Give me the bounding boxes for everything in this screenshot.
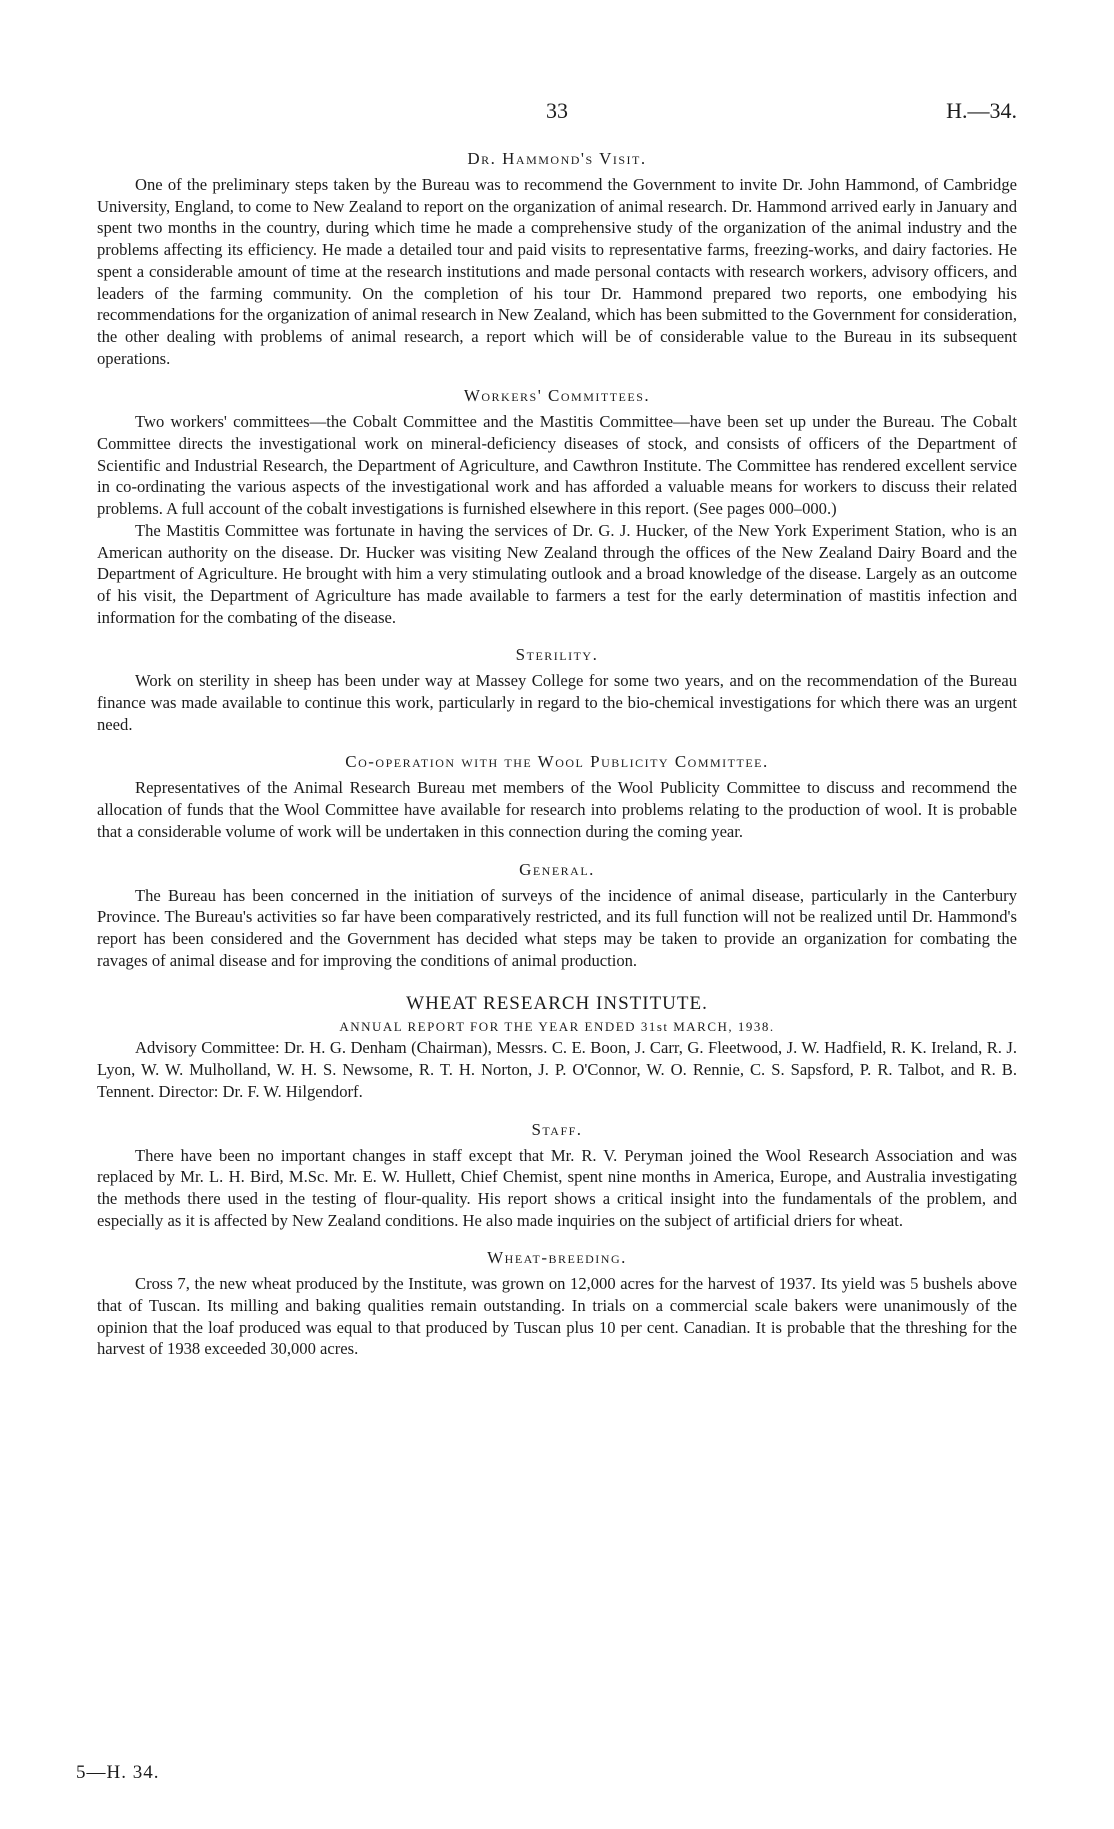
paragraph: One of the preliminary steps taken by the Bureau was to recommend the Government to invite Dr. John Hammond, of Cambridge University, England, to come to New Zealand to report on the organization of animal research. Dr. Hammond arrived early in January and spent two months in the country, during which time he made a comprehensive study of the organization of the animal industry and the problems affecting its efficiency. He made a detailed tour and paid visits to representative farms, freezing-works, and dairy factories. He spent a considerable amount of time at the research institutions and made personal contacts with research workers, advisory officers, and leaders of the farming community. On the completion of his tour Dr. Hammond prepared two reports, one embodying his recommendations for the organization of animal research in New Zealand, which has been submitted to the Government for consideration, the other dealing with problems of animal research, a report which will be of considerable value to the Bureau in its subsequent operations. <box>97 175 1017 368</box>
section-heading: Sterility. <box>515 645 599 665</box>
paragraph: Representatives of the Animal Research Bureau met members of the Wool Publicity Committee to discuss and recommend the allocation of funds that the Wool Committee have available for research into problems relating to the production of wool. It is probable that a considerable volume of work will be undertaken in this connection during the coming year. <box>97 778 1017 841</box>
section-heading: Dr. Hammond's Visit. <box>467 149 647 168</box>
paragraph: The Mastitis Committee was fortunate in having the services of Dr. G. J. Hucker, of the New York Experiment Station, who is an American authority on the disease. Dr. Hucker was visiting New Zealand through the offices of the New Zealand Dairy Board and the Department of Agriculture. He brought with him a very stimulating outlook and a broad knowledge of the disease. Largely as an outcome of his visit, the Department of Agriculture has made available to farmers a test for the early determination of mastitis infection and information for the combating of the disease. <box>97 520 1017 627</box>
advisory-committee <box>97 1037 1017 1102</box>
section-workers-committees <box>97 385 1017 628</box>
section-heading: Workers' Committees. <box>463 386 651 406</box>
page-number: 33 <box>546 98 568 123</box>
committee-paragraph: Advisory Committee: Dr. H. G. Denham (Chairman), Messrs. C. E. Boon, J. Carr, G. Fleetwood, J. W. Hadfield, R. K. Ireland, R. J. Lyon, W. W. Mulholland, W. H. S. Newsome, R. T. H. Norton, J. P. O'Connor, W. O. Rennie, C. S. Sapsford, P. R. Talbot, and R. B. Tennent. Director: Dr. F. W. Hilgendorf. <box>97 1038 1017 1101</box>
section-general <box>97 859 1017 972</box>
section-wool-publicity <box>97 751 1017 842</box>
paragraph: The Bureau has been concerned in the initiation of surveys of the incidence of animal disease, particularly in the Canterbury Province. The Bureau's activities so far have been comparatively restricted, and its full function will not be realized until Dr. Hammond's report has been considered and the Government has decided what steps may be taken to provide an organization for combating the ravages of animal disease and for improving the conditions of animal production. <box>97 885 1017 970</box>
paragraph: Work on sterility in sheep has been under way at Massey College for some two years, and on the recommendation of the Bureau finance was made available to continue this work, particularly in regard to the bio-chemical investigations for which there was an urgent need. <box>97 671 1017 734</box>
report-subtitle: ANNUAL REPORT FOR THE YEAR ENDED 31st MARCH, 1938. <box>339 1019 775 1035</box>
section-sterility <box>97 644 1017 735</box>
section-heading: Wheat-breeding. <box>487 1248 627 1268</box>
institute-title: WHEAT RESEARCH INSTITUTE. <box>406 993 708 1015</box>
page-header <box>97 98 1017 128</box>
page-footer: 5—H. 34. <box>76 1762 160 1783</box>
document-reference: H.—34. <box>946 98 1017 123</box>
section-staff <box>97 1119 1017 1232</box>
section-heading: Staff. <box>531 1119 583 1139</box>
paragraph: Cross 7, the new wheat produced by the Institute, was grown on 12,000 acres for the harvest of 1937. Its yield was 5 bushels above that of Tuscan. Its milling and baking qualities remain outstanding. In trials on a commercial scale bakers were unanimously of the opinion that the loaf produced was equal to that produced by Tuscan plus 10 per cent. Canadian. It is probable that the threshing for the harvest of 1938 exceeded 30,000 acres. <box>97 1274 1017 1359</box>
section-heading: Co-operation with the Wool Publicity Committee. <box>345 752 769 772</box>
paragraph: There have been no important changes in staff except that Mr. R. V. Peryman joined the Wool Research Association and was replaced by Mr. L. H. Bird, M.Sc. Mr. E. W. Hullett, Chief Chemist, spent nine months in America, Europe, and Australia investigating the methods there used in the testing of flour-quality. His report shows a critical insight into the fundamentals of the problem, and especially as it is affected by New Zealand conditions. He also made inquiries on the subject of artificial driers for wheat. <box>97 1145 1017 1230</box>
section-wheat-breeding <box>97 1247 1017 1360</box>
section-hammonds-visit <box>97 148 1017 369</box>
paragraph: Two workers' committees—the Cobalt Committee and the Mastitis Committee—have been set up under the Bureau. The Cobalt Committee directs the investigational work on mineral-deficiency diseases of stock, and consists of officers of the Department of Scientific and Industrial Research, the Department of Agriculture, and Cawthron Institute. The Committee has rendered excellent service in co-ordinating the various aspects of the investigational work and has afforded a valuable means for workers to discuss their related problems. A full account of the cobalt investigations is furnished elsewhere in this report. (See pages 000–000.) <box>97 412 1017 519</box>
page-body <box>97 148 1017 1376</box>
section-heading: General. <box>519 859 595 879</box>
